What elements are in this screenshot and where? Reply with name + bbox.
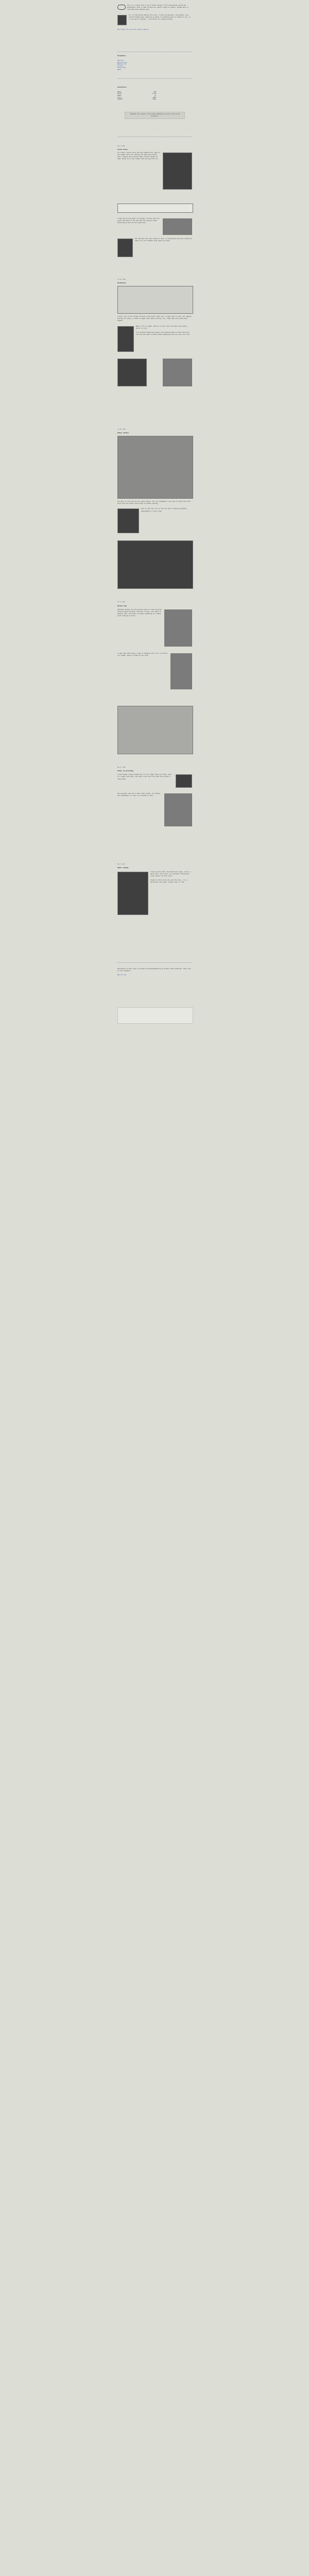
footer-text: Everything on this site is written and photographed by me unless noted otherwise. Feel free to link anywhere.: [117, 968, 192, 972]
post-text: I came home with bread, a bag of tomatoes and a roll of thirty-six frames. Seven of them are any good.: [117, 652, 168, 656]
post-text: I kept the prints small on purpose. At this size the grain does most of the work and the subject stops mattering as much as the light does.: [117, 217, 160, 224]
post-photo[interactable]: [117, 872, 148, 915]
link-item-label[interactable]: Email: [117, 69, 122, 71]
footer-banner: [117, 1007, 193, 1024]
post: [117, 767, 192, 827]
stats-key: Since: [117, 96, 122, 98]
site-logo-icon[interactable]: [117, 5, 126, 10]
post-photo[interactable]: [170, 653, 192, 689]
stats-section: [117, 86, 192, 100]
post-photo[interactable]: [117, 239, 133, 257]
about-block: [117, 14, 192, 26]
post-photo-wide[interactable]: [117, 706, 193, 754]
stats-key: Pages: [117, 94, 122, 96]
post-date: Aug 2, 2014: [117, 145, 125, 147]
post-photo[interactable]: [176, 774, 192, 788]
notice-text: Comments are closed. If you have something to add, write to me directly.: [130, 113, 181, 117]
post-title[interactable]: Rainy window: [117, 431, 129, 434]
post-text: The lab down the road closed in June, so everything here was scanned at home on an old flatbed. Dust spots are mine.: [135, 238, 193, 242]
post-photo[interactable]: [163, 152, 192, 190]
stats-key: Posts: [117, 91, 122, 93]
post-photo-wide[interactable]: [117, 436, 193, 499]
post-date: May 21, 2014: [117, 766, 126, 768]
post-text: None of it is urgent. Most of it will still be there next month, which is fine.: [136, 325, 188, 329]
notice-box: [125, 112, 185, 119]
post-photo[interactable]: [117, 509, 139, 533]
stats-value: 1,318: [152, 93, 156, 95]
post: [117, 429, 192, 589]
post-photo-wide[interactable]: [117, 286, 193, 314]
author-photo: [117, 15, 127, 25]
link-item-label[interactable]: Source code: [117, 67, 126, 69]
divider: [117, 962, 192, 963]
about-text: Hi, I'm the person behind this site. I like old machines, slow photos, and writing things down. Reach me by email if something here is useful to you, or if you spot a mistake — corrections are always welcome.: [129, 14, 192, 21]
post-text: Shot on the last roll of the old stock. Exposure guessed, development a little long.: [141, 508, 188, 512]
post-text: Saturday markets are the easiest place to take pictures without anyone minding. Everyone is busy, the light is usually flat, and there is always something on a table worth looking at twice.: [117, 608, 163, 617]
page-column: [117, 0, 192, 1024]
post-photo[interactable]: [117, 326, 134, 352]
post-text: Thanks to the friend who lent the lens — it is going back this week, cleaner than it left.: [150, 879, 188, 884]
post-title[interactable]: Market day: [117, 604, 127, 607]
site-intro: This is a little site I run to share things I find interesting, build and photograph. Most of what follows are notes I keep for myself, posted here in case they help someone else.: [127, 5, 190, 11]
divider: [117, 78, 192, 79]
post-text: A few things I keep relearning: fix for longer than you think, wash for longer than that, and never trust the first test strip after a long break.: [117, 774, 173, 780]
post-title[interactable]: Field notes: [117, 148, 128, 151]
stats-value: today: [152, 98, 156, 100]
post-photo-wide[interactable]: [117, 204, 193, 213]
post-date: Jun 30, 2014: [117, 428, 126, 430]
post: [117, 145, 192, 258]
site-header: [117, 0, 192, 11]
post-text: The enlarger lens has a small haze inside. It softens the highlights in a way I've started to like.: [117, 793, 161, 797]
post-photo[interactable]: [164, 609, 192, 647]
back-to-top-link[interactable]: Back to top: [117, 974, 127, 976]
post-date: May 3, 2014: [117, 863, 125, 866]
link-item-label[interactable]: Photo archive: [117, 61, 127, 63]
post-photo[interactable]: [164, 793, 192, 826]
links-title: Elsewhere: [117, 54, 126, 57]
post-photo[interactable]: [163, 359, 192, 386]
post: [117, 601, 192, 754]
post-title[interactable]: Small things: [117, 867, 129, 869]
post-text: It's been a while since the last update here. Most of the summer went into walking the same few streets with a camera and printing small contact sheets at home. Below are a few frames that survived the cut.: [117, 151, 161, 160]
post-photo-wide[interactable]: [117, 540, 193, 589]
stats-key: Photos: [117, 93, 122, 95]
post-title[interactable]: Workbench: [117, 281, 126, 284]
post: [117, 279, 192, 387]
post-date: Jul 18, 2014: [117, 278, 126, 280]
site-footer: [117, 968, 192, 977]
post-text: A short list of the things sitting on the bench right now: a radio with no case, two cameras waiting for seals, a stack of paper that needs sorting, and a lamp that only works when tapped.: [117, 315, 193, 322]
post-date: Jun 9, 2014: [117, 601, 125, 603]
link-item-label[interactable]: RSS feed: [117, 60, 124, 62]
about-link[interactable]: More about the site and contact details: [117, 28, 149, 30]
post-text: Two days of rain and one very good window. The city disappears into grey at about the third block and the street noise drops to almost nothing.: [117, 500, 192, 505]
stats-value: 214: [153, 91, 156, 93]
link-item[interactable]: [117, 69, 192, 71]
link-item-label[interactable]: Projects: [117, 65, 124, 67]
stats-value: 2009: [153, 96, 156, 98]
stats-key: Updated: [117, 98, 123, 100]
post-title[interactable]: Notes on printing: [117, 770, 133, 772]
post-text: I've started labelling drawers with masking tape so that future me can find the small screws without emptying every box onto the floor.: [136, 331, 191, 336]
stats-row: [117, 98, 156, 100]
links-section: [117, 55, 192, 71]
post-text: Close-up work with a borrowed lens. Keys, coins, a watch face, the corner of a postcard. Everything looks heavier at this scale.: [150, 871, 192, 877]
post: [117, 863, 192, 916]
post-photo[interactable]: [163, 218, 192, 235]
post-photo[interactable]: [117, 359, 147, 386]
stats-title: Statistics: [117, 86, 127, 88]
stats-value: 37: [154, 94, 156, 96]
link-item-label[interactable]: Reading list: [117, 63, 127, 65]
